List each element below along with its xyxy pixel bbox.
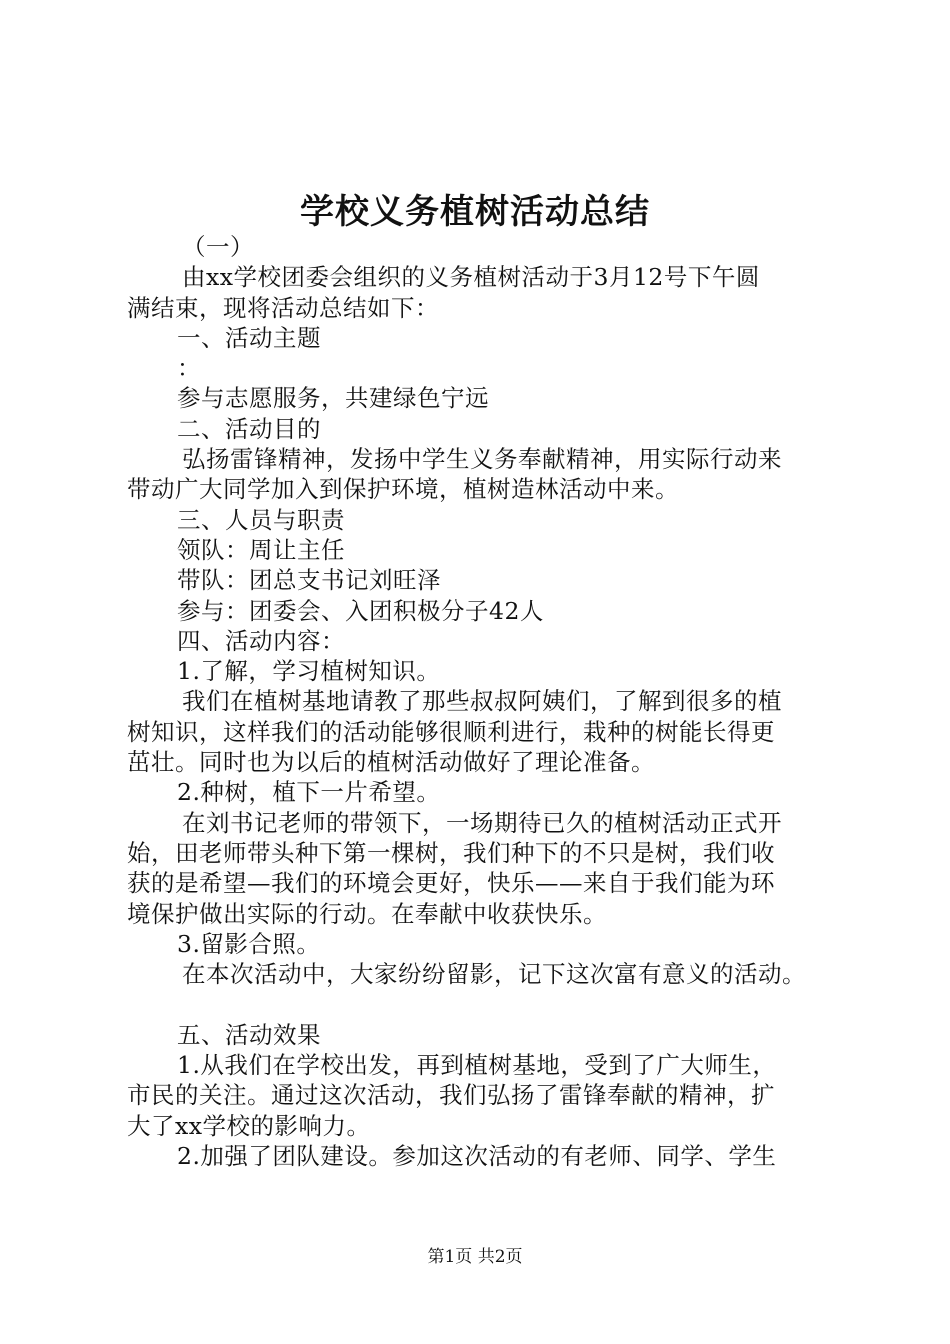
paragraph-line: ： xyxy=(177,354,201,383)
paragraph-line: 带动广大同学加入到保护环境，植树造林活动中来。 xyxy=(127,475,679,504)
paragraph-line: 带队：团总支书记刘旺泽 xyxy=(177,566,441,595)
paragraph-line: 2.加强了团队建设。参加这次活动的有老师、同学、学生 xyxy=(177,1141,777,1170)
subsection-heading: 2.种树，植下一片希望。 xyxy=(177,778,441,807)
paragraph-line: 弘扬雷锋精神，发扬中学生义务奉献精神，用实际行动来 xyxy=(182,445,782,474)
paragraph-line: 茁壮。同时也为以后的植树活动做好了理论准备。 xyxy=(127,748,655,777)
paragraph-line: 在本次活动中，大家纷纷留影，记下这次富有意义的活动。 xyxy=(182,960,806,989)
paragraph-line: 我们在植树基地请教了那些叔叔阿姨们，了解到很多的植 xyxy=(182,687,782,716)
paragraph-line: 大了xx学校的影响力。 xyxy=(127,1111,371,1140)
paragraph-line: 在刘书记老师的带领下，一场期待已久的植树活动正式开 xyxy=(182,808,782,837)
paragraph-line: 始，田老师带头种下第一棵树，我们种下的不只是树，我们收 xyxy=(127,838,775,867)
section-label: （一） xyxy=(182,233,254,261)
paragraph-line: 市民的关注。通过这次活动，我们弘扬了雷锋奉献的精神，扩 xyxy=(127,1081,775,1110)
subsection-heading: 1.了解，学习植树知识。 xyxy=(177,657,441,686)
paragraph-line: 领队：周让主任 xyxy=(177,535,345,564)
blank-line xyxy=(127,989,837,1019)
paragraph-line: 1.从我们在学校出发，再到植树基地，受到了广大师生， xyxy=(177,1051,777,1080)
page-number-footer: 第1页 共2页 xyxy=(427,1247,523,1267)
section-heading: 四、活动内容： xyxy=(177,626,345,655)
section-heading: 三、人员与职责 xyxy=(177,505,345,534)
paragraph-line: 树知识，这样我们的活动能够很顺利进行，栽种的树能长得更 xyxy=(127,717,775,746)
paragraph-line: 境保护做出实际的行动。在奉献中收获快乐。 xyxy=(127,899,607,928)
section-heading: 五、活动效果 xyxy=(177,1020,321,1049)
section-heading: 二、活动目的 xyxy=(177,414,321,443)
document-body xyxy=(127,232,837,1171)
document-title: 学校义务植树活动总结 xyxy=(300,192,650,232)
paragraph-line: 参与志愿服务，共建绿色宁远 xyxy=(177,384,489,413)
paragraph-line: 获的是希望—我们的环境会更好，快乐——来自于我们能为环 xyxy=(127,869,775,898)
subsection-heading: 3.留影合照。 xyxy=(177,929,321,958)
paragraph-line: 由xx学校团委会组织的义务植树活动于3月12号下午圆 xyxy=(182,263,760,292)
section-heading: 一、活动主题 xyxy=(177,323,321,352)
paragraph-line: 参与：团委会、入团积极分子42人 xyxy=(177,596,544,625)
paragraph-line: 满结束，现将活动总结如下： xyxy=(127,293,439,322)
